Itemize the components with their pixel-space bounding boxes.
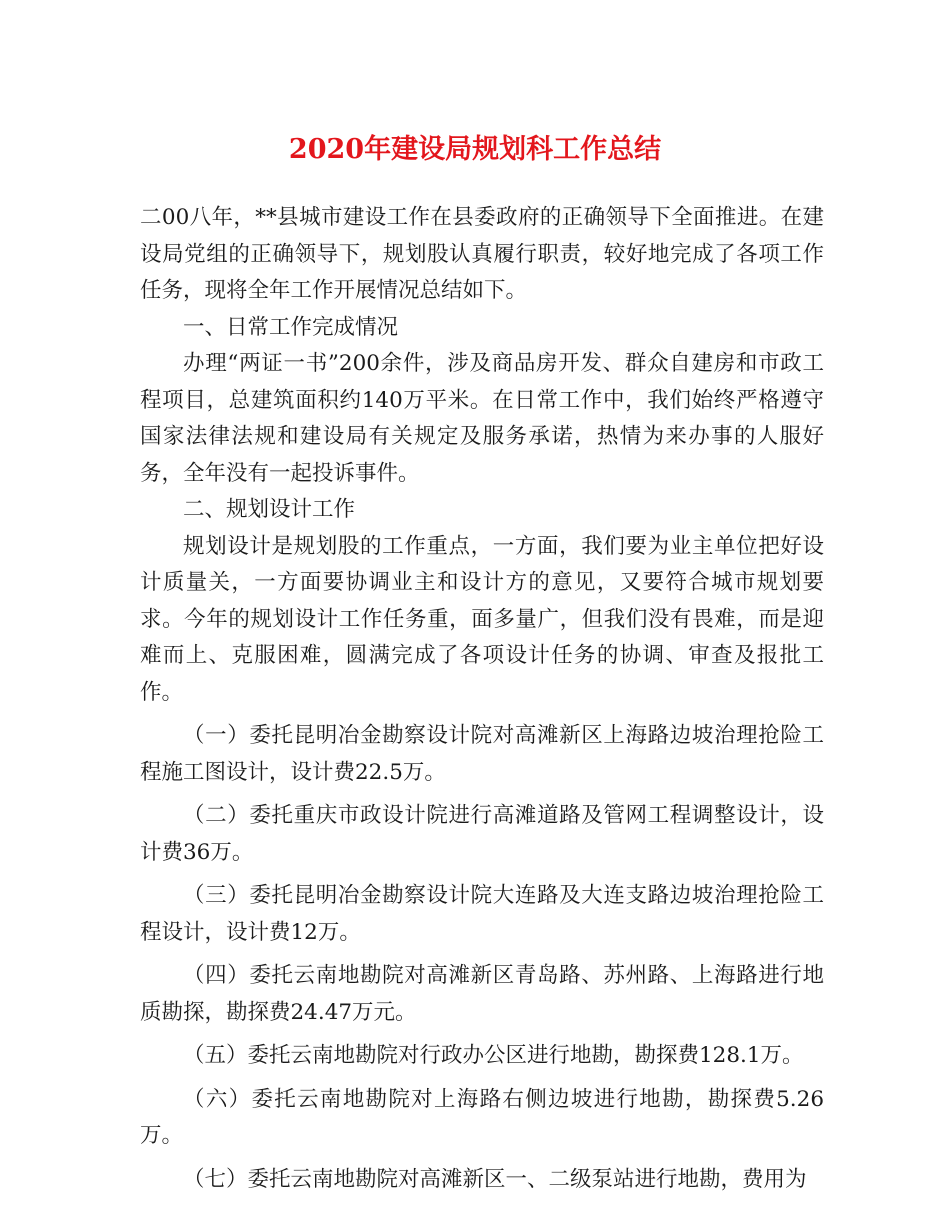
- list-item: （五）委托云南地勘院对行政办公区进行地勘，勘探费128.1万。: [183, 1043, 804, 1068]
- list-item: （四）委托云南地勘院对高滩新区青岛路、苏州路、上海路进行地质勘探，勘探费24.47万元。: [140, 963, 824, 1025]
- list-item: （六）委托云南地勘院对上海路右侧边坡进行地勘，勘探费5.26万。: [140, 1086, 824, 1148]
- planning-design-paragraph: 规划设计是规划股的工作重点，一方面，我们要为业主单位把好设计质量关，一方面要协调业主和设计方的意见，又要符合城市规划要求。今年的规划设计工作任务重，面多量广，但我们没有畏难，而是迎难而上、克服困难，圆满完成了各项设计任务的协调、审查及报批工作。: [140, 533, 824, 705]
- section-heading-daily-work: 一、日常工作完成情况: [183, 314, 399, 340]
- intro-paragraph: 二00八年，**县城市建设工作在县委政府的正确领导下全面推进。在建设局党组的正确领导下，规划股认真履行职责，较好地完成了各项工作任务，现将全年工作开展情况总结如下。: [140, 205, 824, 303]
- list-item: （二）委托重庆市政设计院进行高滩道路及管网工程调整设计，设计费36万。: [140, 803, 824, 865]
- document-body: [140, 200, 824, 1198]
- list-item: （三）委托昆明冶金勘察设计院大连路及大连支路边坡治理抢险工程设计，设计费12万。: [140, 883, 824, 945]
- list-item: （一）委托昆明冶金勘察设计院对高滩新区上海路边坡治理抢险工程施工图设计，设计费22.5万。: [140, 723, 824, 785]
- daily-work-paragraph: 办理“两证一书”200余件，涉及商品房开发、群众自建房和市政工程项目，总建筑面积约140万平米。在日常工作中，我们始终严格遵守国家法律法规和建设局有关规定及服务承诺，热情为来办事的人服好务，全年没有一起投诉事件。: [140, 351, 824, 486]
- list-item: （七）委托云南地勘院对高滩新区一、二级泵站进行地勘，费用为: [183, 1166, 807, 1192]
- document-title: 2020年建设局规划科工作总结: [288, 134, 662, 165]
- section-heading-planning-design: 二、规划设计工作: [183, 497, 356, 522]
